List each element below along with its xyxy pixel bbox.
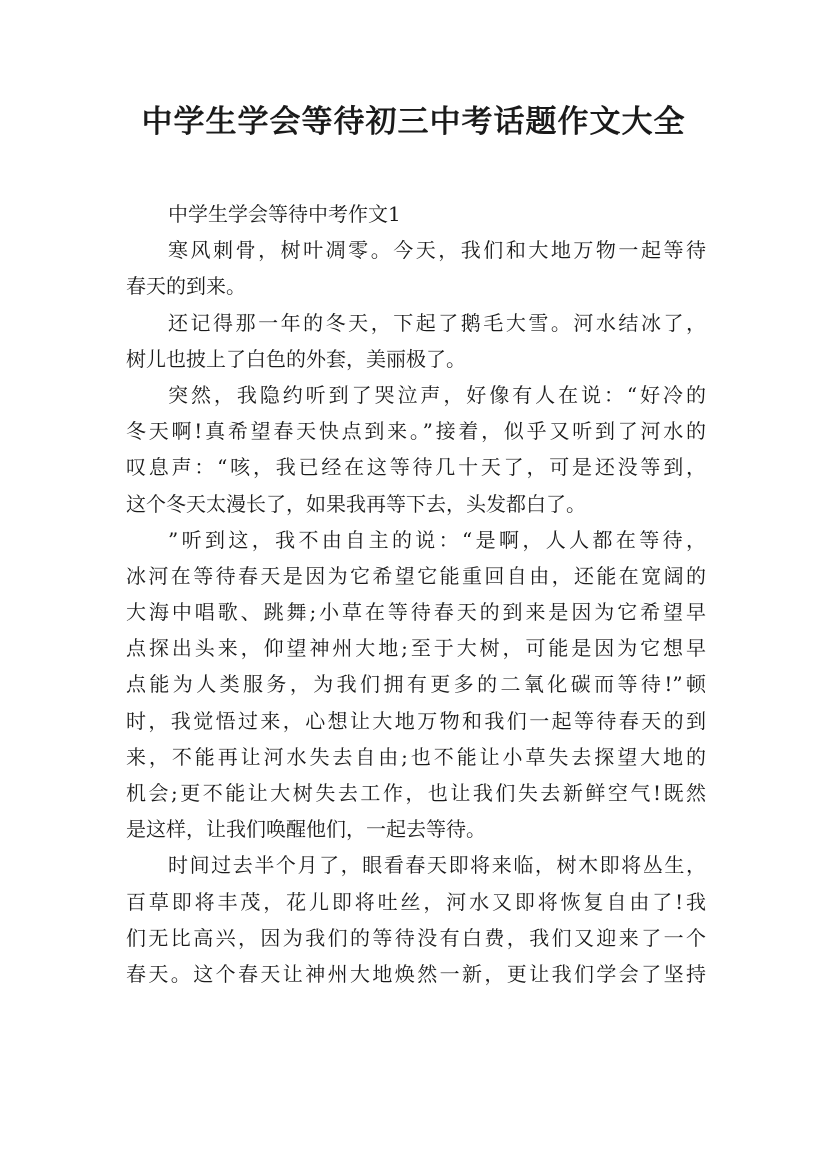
document-body [126, 196, 706, 992]
text-line: 机会;更不能让大树失去工作，也让我们失去新鲜空气!既然 [126, 781, 706, 805]
text-line: 寒风刺骨，树叶凋零。今天，我们和大地万物一起等待 [168, 238, 706, 263]
text-line: ”听到这，我不由自主的说：“是啊，人人都在等待， [168, 527, 706, 552]
text-line: 突然，我隐约听到了哭泣声，好像有人在说：“好冷的 [168, 382, 706, 407]
text-line: 春天的到来。 [126, 274, 246, 299]
text-line: 点能为人类服务，为我们拥有更多的二氧化碳而等待!”顿 [126, 672, 706, 697]
document-title: 中学生学会等待初三中考话题作文大全 [141, 104, 686, 140]
text-line: 冬天啊!真希望春天快点到来。”接着，似乎又听到了河水的 [126, 419, 706, 444]
essay-subtitle: 中学生学会等待中考作文1 [168, 202, 401, 226]
text-line: 时，我觉悟过来，心想让大地万物和我们一起等待春天的到 [126, 708, 706, 733]
text-line: 树儿也披上了白色的外套，美丽极了。 [126, 346, 466, 371]
text-line: 这个冬天太漫长了，如果我再等下去，头发都白了。 [126, 491, 586, 516]
text-line: 们无比高兴，因为我们的等待没有白费，我们又迎来了一个 [126, 925, 706, 950]
text-line: 时间过去半个月了，眼看春天即将来临，树木即将丛生， [168, 853, 706, 878]
text-line: 来，不能再让河水失去自由;也不能让小草失去探望大地的 [126, 744, 706, 769]
text-line: 点探出头来，仰望神州大地;至于大树，可能是因为它想早 [126, 636, 706, 661]
text-line: 冰河在等待春天是因为它希望它能重回自由，还能在宽阔的 [126, 563, 706, 588]
text-line: 叹息声：“咳，我已经在这等待几十天了，可是还没等到， [126, 455, 706, 480]
text-line: 春天。这个春天让神州大地焕然一新，更让我们学会了坚持 [126, 961, 706, 986]
text-line: 大海中唱歌、跳舞;小草在等待春天的到来是因为它希望早 [126, 600, 706, 625]
text-line: 是这样，让我们唤醒他们，一起去等待。 [126, 817, 486, 842]
text-line: 还记得那一年的冬天，下起了鹅毛大雪。河水结冰了， [168, 310, 706, 335]
text-line: 百草即将丰茂，花儿即将吐丝，河水又即将恢复自由了!我 [126, 889, 706, 914]
